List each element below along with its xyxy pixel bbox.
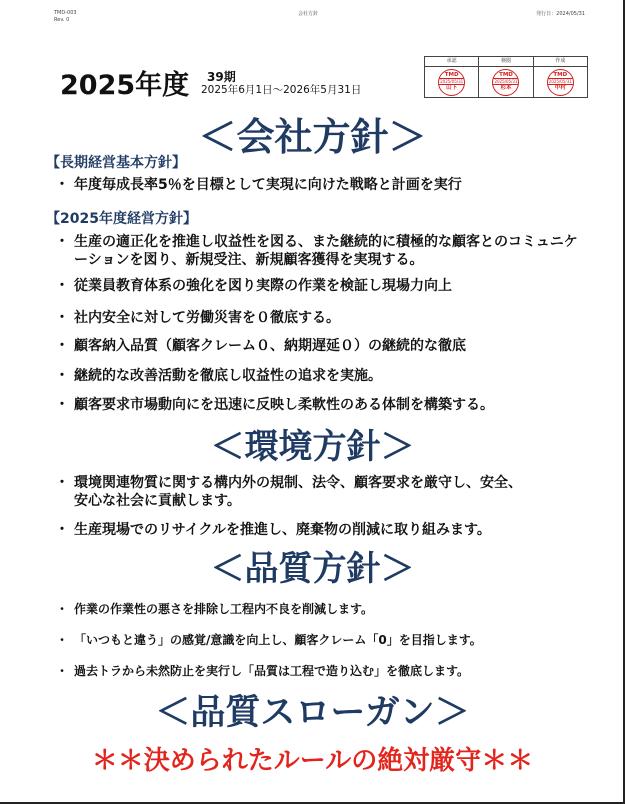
environment-policy-heading: ＜環境方針＞	[210, 427, 415, 467]
list-item: ・ 過去トラから未然防止を実行し「品質は工程で造り込む」を徹底します。	[50, 662, 583, 680]
bullet: ・	[55, 368, 69, 384]
bullet: ・	[55, 177, 69, 193]
bullet: ・	[55, 310, 69, 326]
list-item: ・ 継続的な改善活動を徹底し収益性の追求を実施。	[50, 367, 583, 385]
page-header-title: 会社方針	[298, 11, 319, 17]
stamp-label: 検閲	[479, 57, 532, 67]
list-item: ・ 年度毎成長率5％を目標として実現に向けた戦略と計画を実行	[50, 176, 583, 194]
approval-cell-approve	[425, 57, 479, 97]
approval-cell-create	[534, 57, 587, 97]
revision: Rev. 0	[54, 17, 70, 23]
bullet: ・	[55, 397, 69, 413]
company-policy-heading: ＜会社方針＞	[198, 115, 427, 159]
term-period: 2025年6月1日～2026年5月31日	[201, 84, 362, 96]
doc-id: TMD-003	[54, 10, 77, 16]
list-item: ・ 顧客納入品質（顧客クレーム０、納期遅延０）の継続的な徹底	[50, 337, 583, 355]
stamp-label: 承認	[425, 57, 478, 67]
list-item: ・ 生産現場でのリサイクルを推進し、廃棄物の削減に取り組みます。	[50, 521, 583, 539]
list-item: ・ 作業の作業性の悪さを排除し工程内不良を削減します。	[50, 600, 583, 618]
review-seal: TMD 2025/05/31 杉本	[492, 69, 519, 96]
bullet: ・	[55, 633, 68, 647]
term-number: 39期	[207, 70, 236, 84]
approval-seal: TMD 2025/05/31 山下	[438, 69, 465, 96]
annual-policy-label: 【2025年度経営方針】	[46, 211, 197, 227]
doc-id-block	[54, 10, 77, 24]
stamp-label: 作成	[534, 57, 587, 67]
list-item: ・ 環境関連物質に関する構内外の規制、法令、顧客要求を厳守し、安全、安心な社会に貢献します。	[50, 474, 583, 510]
list-item: ・ 顧客要求市場動向にを迅速に反映し柔軟性のある体制を構築する。	[50, 396, 583, 414]
bullet: ・	[55, 278, 69, 294]
list-item: ・ 社内安全に対して労働災害を０徹底する。	[50, 309, 583, 327]
list-item: ・ 「いつもと違う」の感覚/意識を向上し、顧客クレーム「0」を目指します。	[50, 631, 583, 649]
bullet: ・	[55, 602, 68, 616]
bullet: ・	[55, 664, 68, 678]
list-item: ・ 従業員教育体系の強化を図り実際の作業を検証し現場力向上	[50, 277, 583, 295]
list-item: ・ 生産の適正化を推進し収益性を図る、また継続的に積極的な顧客とのコミュニケーションを図り、新規受注、新規顧客獲得を実現する。	[50, 233, 583, 269]
issue-date: 発行日：2024/05/31	[536, 11, 585, 17]
long-term-policy-label: 【長期経営基本方針】	[46, 155, 186, 171]
quality-slogan-text: ＊＊決められたルールの絶対厳守＊＊	[91, 746, 534, 776]
fiscal-year-title: 2025年度	[60, 70, 190, 101]
bullet: ・	[55, 475, 69, 491]
bullet: ・	[55, 338, 69, 354]
author-seal: TMD 2025/05/31 中村	[547, 69, 574, 96]
bullet: ・	[55, 234, 69, 250]
quality-slogan-heading: ＜品質スローガン＞	[155, 693, 470, 733]
approval-stamp-table	[424, 56, 588, 98]
bullet: ・	[55, 522, 69, 538]
approval-cell-review	[479, 57, 533, 97]
quality-policy-heading: ＜品質方針＞	[210, 549, 415, 589]
